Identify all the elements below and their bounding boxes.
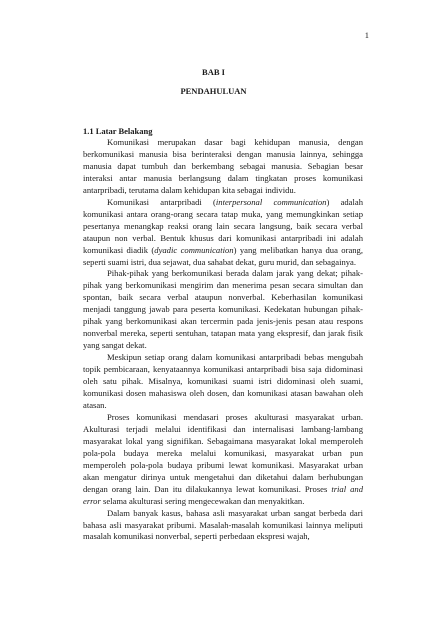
text-segment: selama akulturasi sering mengecewakan dan menyakitkan. <box>100 495 305 506</box>
chapter-title: PENDAHULUAN <box>180 86 247 96</box>
paragraph <box>83 412 363 508</box>
paragraph <box>83 268 363 352</box>
text-segment: ) yang melibatkan hanya dua orang, seperti suami istri, dua sejawat, dua sahabat dekat, guru murid, dan sebagainya. <box>83 244 363 267</box>
italic-term: trial and error <box>83 483 363 506</box>
text-segment: Komunikasi antarpribadi ( <box>107 196 216 207</box>
italic-term: interpersonal communication <box>215 196 327 207</box>
text-segment: Dalam banyak kasus, bahasa asli masyarakat urban sangat berbeda dari bahasa asli masyarakat pribumi. Masalah-masalah komunikasi lainnya meliputi masalah komunikasi nonverbal, seperti perbedaan ekspresi wajah, <box>83 507 363 542</box>
text-segment: Komunikasi merupakan dasar bagi kehidupan manusia, dengan berkomunikasi manusia bisa berinteraksi dengan manusia lainnya, sehingga manusia dapat tumbuh dan berkembang sebagai manusia. Sebagian besar interaksi antar manusia berlangsung dalam tingkatan proses komunikasi antarpribadi, terutama dalam kehidupan kita sebagai individu. <box>83 137 363 195</box>
italic-term: dyadic communication <box>154 244 234 255</box>
text-segment: Proses komunikasi mendasari proses akulturasi masyarakat urban. Akulturasi terjadi melalui identifikasi dan internalisasi lambang-lambang masyarakat lokal yang signifikan. Sebagaimana masyarakat lokal memperoleh pola-pola budaya mereka melalui komunikasi, masyarakat urban pun memperoleh pola-pola budaya pribumi lewat komunikasi. Masyarakat urban akan mengatur dirinya untuk mengetahui dan diketahui dalam berhubungan dengan orang lain. Dan itu dilakukannya lewat komunikasi. Proses <box>83 411 363 494</box>
text-segment: ) adalah komunikasi antara orang-orang secara tatap muka, yang memungkinkan setiap pesertanya menangkap reaksi orang lain secara langsung, baik secara verbal ataupun non verbal. Bentuk khusus dari komunikasi antarpribadi ini adalah komunikasi diadik ( <box>83 196 363 255</box>
paragraph <box>83 352 363 412</box>
text-segment: Meskipun setiap orang dalam komunikasi antarpribadi bebas mengubah topik pembicaraan, kenyataannya komunikasi antarpribadi bisa saja didominasi oleh satu pihak. Misalnya, komunikasi suami istri didominasi oleh suami, komunikasi dosen mahasiswa oleh dosen, dan komunikasi atasan bawahan oleh atasan. <box>83 352 363 410</box>
paragraph <box>83 508 363 544</box>
paragraph <box>83 197 363 269</box>
page-number: 1 <box>364 30 369 40</box>
body-text <box>83 137 363 543</box>
chapter-label: BAB I <box>202 67 225 77</box>
text-segment: Pihak-pihak yang berkomunikasi berada dalam jarak yang dekat; pihak-pihak yang berkomunikasi mengirim dan menerima pesan secara simultan dan spontan, baik secara verbal ataupun nonverbal. Keberhasilan komunikasi menjadi tanggung jawab para peserta komunikasi. Kedekatan hubungan pihak-pihak yang berkomunikasi akan tercermin pada jenis-jenis pesan atau respons nonverbal mereka, seperti sentuhan, tatapan mata yang ekspresif, dan jarak fisik yang sangat dekat. <box>83 268 363 351</box>
paragraph <box>83 137 363 197</box>
section-heading: 1.1 Latar Belakang <box>83 126 153 136</box>
